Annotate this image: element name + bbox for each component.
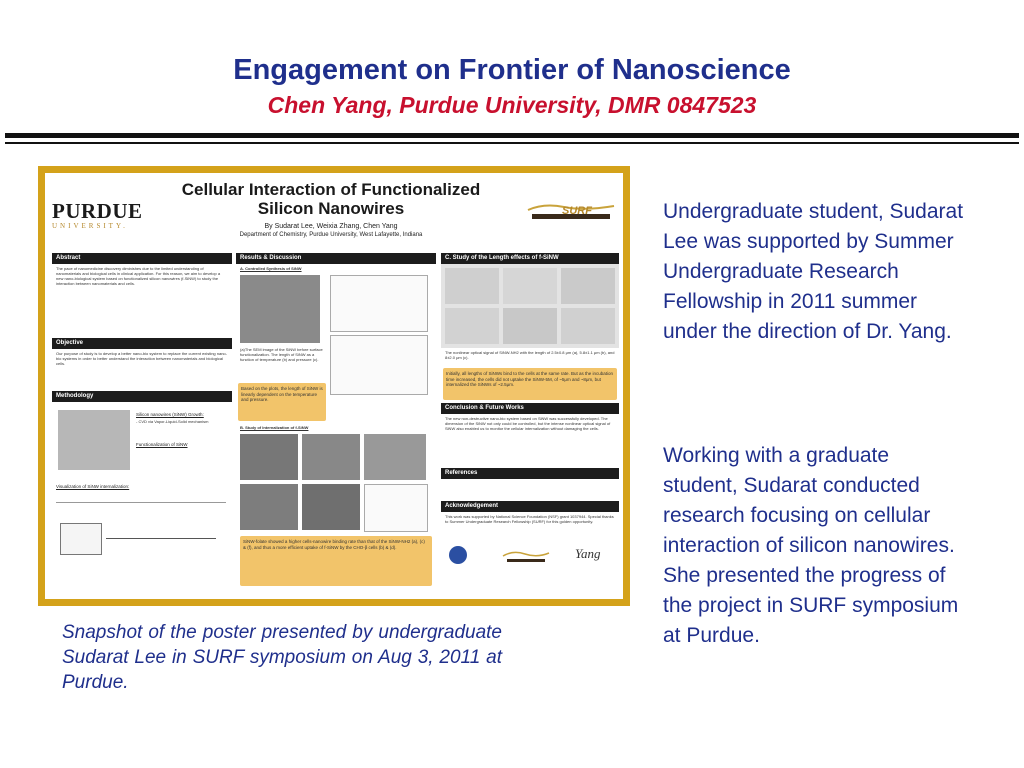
poster-caption: Snapshot of the poster presented by undergraduate Sudarat Lee in SURF symposium on Aug 3, 2011 at Purdue. xyxy=(62,622,502,693)
methodology-body xyxy=(52,402,232,599)
length-micrographs xyxy=(441,264,619,348)
section-header-length-effects: C. Study of the Length effects of f-SiNW xyxy=(441,253,619,264)
growth-detail: - CVD via Vapor-Liquid-Solid mechanism xyxy=(136,419,209,424)
section-header-acknowledgement: Acknowledgement xyxy=(441,501,619,512)
section-header-objective: Objective xyxy=(52,338,232,349)
poster-header xyxy=(45,173,623,250)
synthesis-figures xyxy=(236,273,436,423)
sem-caption: (a)The SEM image of the SiNW before surface functionalization. The length of SiNW as a function of temperature (b) and pressure (c). xyxy=(240,347,323,362)
slide-title: Engagement on Frontier of Nanoscience xyxy=(233,54,791,86)
internalization-chart xyxy=(364,484,428,532)
poster-image xyxy=(45,173,623,599)
section-header-abstract: Abstract xyxy=(52,253,232,264)
length-micrograph-b xyxy=(503,268,557,304)
scheme-arrow xyxy=(106,538,216,539)
objective-text: Our purpose of study is to develop a better nano-bio system to replace the current existing nano-bio systems in order to better understand the interaction between nanomaterials and biological cells. xyxy=(56,351,227,366)
length-caption: The nonlinear optical signal of SiNW-NH2 with the length of 2.5±0.8 μm (a), 5.8±1.1 μm (b), and 8±2.0 μm (c). xyxy=(445,350,615,360)
poster-department: Department of Chemistry, Purdue University, West Lafayette, Indiana xyxy=(239,232,423,238)
sem-image xyxy=(240,275,320,343)
conclusion-text: The new non-destructive nano-bio system based on SiNW was successfully developed. The dimension of the SiNW not only could be controlled, but the intense nonlinear optical signal of SiNW also enabled us to monitor the cellular internalization without damaging the cells. xyxy=(445,416,611,431)
scheme-box xyxy=(60,523,102,555)
sem-highlight: Based on the plots, the length of SiNW is linearly dependent on the temperature and pressure. xyxy=(238,383,326,421)
header-divider-thin xyxy=(5,142,1019,144)
internalization-note: SiNW-folate showed a higher cells-nanowire binding rate than that of the SiNW-NH2 (a), (c) & (f), and thus a more efficient uptake of f-SiNW by the CHO-β cells (b) & (d). xyxy=(240,536,432,586)
micrograph-b xyxy=(302,434,360,480)
poster-title-line1: Cellular Interaction of Functionalized xyxy=(181,180,481,199)
surf-logo-icon xyxy=(524,201,623,221)
temperature-plot xyxy=(330,275,428,332)
poster-frame xyxy=(38,166,630,606)
poster-authors: By Sudarat Lee, Weixia Zhang, Chen Yang xyxy=(264,223,398,230)
pressure-plot xyxy=(330,335,428,395)
length-highlight: Initially, all lengths of SiNWs bind to the cells at the same rate. But as the incubation time increased, the cells did not uptake the SiNW-5M, of ~5μm and ~8μm, but internalized the SiNWs of ~2.5μm. xyxy=(443,368,617,400)
micrograph-d xyxy=(240,484,298,530)
abstract-text: The pace of nanomedicine discovery diminishes due to the limited understanding of nanomaterials and biological cells in clinical application. For this reason, we aim to develop a new nano-biological system based on functionalized silicon nanowires (f-SiNW) to study the interaction between nanomaterials and cells. xyxy=(56,266,221,286)
reaction-scheme xyxy=(56,502,226,569)
functionalization-label: Functionalization of SiNW xyxy=(136,442,188,447)
paragraph-research: Working with a graduate student, Sudarat conducted research focusing on cellular interaction of silicon nanowires. She presented the progress of the project in SURF symposium at Purdue. xyxy=(663,444,959,647)
micrograph-c xyxy=(364,434,426,480)
length-micrograph-f xyxy=(561,308,615,344)
references-body xyxy=(441,479,619,501)
synthesis-subheader: A. Controlled Synthesis of SiNW xyxy=(240,266,302,271)
header-divider-thick xyxy=(5,133,1019,138)
poster-title-line2: Silicon Nanowires xyxy=(257,199,405,218)
visualization-label: Visualization of SiNW internalization: xyxy=(56,484,130,489)
purdue-logo-text: PURDUE xyxy=(52,199,143,223)
poster-column-left xyxy=(52,253,232,599)
length-micrograph-d xyxy=(445,308,499,344)
length-micrograph-a xyxy=(445,268,499,304)
poster-column-middle xyxy=(236,253,436,599)
cvd-furnace-photo xyxy=(58,410,130,470)
length-micrograph-e xyxy=(503,308,557,344)
micrograph-a xyxy=(240,434,298,480)
acknowledgement-text: This work was supported by National Science Foundation (NSF) grant 1037944. Special thanks to Summer Undergraduate Research Fellowship (SURF) for this golden opportunity. xyxy=(445,514,614,524)
micrograph-e xyxy=(302,484,360,530)
internalization-figures xyxy=(236,432,436,532)
purdue-logo xyxy=(52,199,143,230)
surf-small-logo-icon xyxy=(501,548,551,564)
internalization-subheader: B. Study of Internalization of f-SiNW xyxy=(240,425,309,430)
poster-title xyxy=(141,180,521,218)
paragraph-support: Undergraduate student, Sudarat Lee was supported by Summer Undergraduate Research Fellowship in 2011 summer under the direction of Dr. Yang. xyxy=(663,200,964,343)
slide-subtitle: Chen Yang, Purdue University, DMR 0847523 xyxy=(267,92,757,118)
sponsor-logos xyxy=(441,542,619,572)
section-header-conclusion: Conclusion & Future Works xyxy=(441,403,619,414)
poster-column-right xyxy=(441,253,619,599)
length-micrograph-c xyxy=(561,268,615,304)
growth-label: Silicon nanowires (SiNW) Growth: xyxy=(136,412,204,417)
section-header-references: References xyxy=(441,468,619,479)
surf-logo-text: SURF xyxy=(562,205,592,217)
nsf-logo-icon xyxy=(449,546,467,564)
section-header-methodology: Methodology xyxy=(52,391,232,402)
yang-logo: Yang xyxy=(575,546,601,561)
purdue-logo-subtext: UNIVERSITY. xyxy=(52,222,128,230)
section-header-results: Results & Discussion xyxy=(236,253,436,264)
